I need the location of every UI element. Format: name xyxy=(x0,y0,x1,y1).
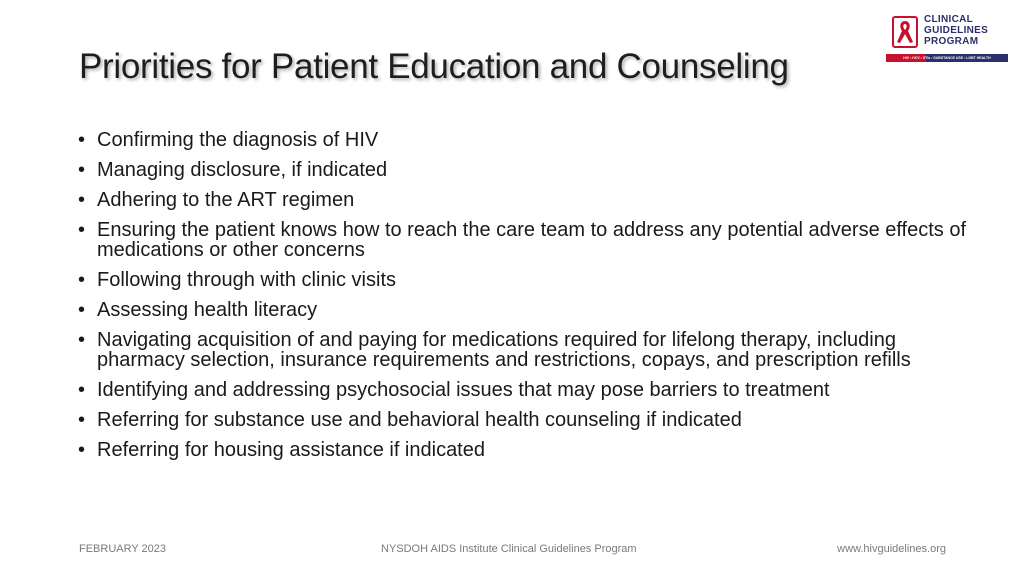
list-item-text: Confirming the diagnosis of HIV xyxy=(97,129,379,151)
logo-wordmark xyxy=(924,14,988,47)
bullet-icon: • xyxy=(78,409,86,431)
red-ribbon-icon xyxy=(894,18,916,46)
list-item xyxy=(78,160,978,180)
footer-website: www.hivguidelines.org xyxy=(837,543,946,555)
list-item xyxy=(78,380,978,400)
list-item xyxy=(78,330,978,370)
list-item-text: Managing disclosure, if indicated xyxy=(97,159,388,181)
bullet-icon: • xyxy=(78,379,86,401)
bullet-icon: • xyxy=(78,159,86,181)
logo-line-1: CLINICAL xyxy=(924,14,974,25)
list-item-text: Assessing health literacy xyxy=(97,299,318,321)
list-item xyxy=(78,410,978,430)
logo-tagline: HIV • HCV • STIs • SUBSTANCE USE • LGBT HEALTH xyxy=(903,56,991,60)
list-item xyxy=(78,440,978,460)
logo-tagline-bar xyxy=(886,54,1008,62)
bullet-icon: • xyxy=(78,269,86,291)
bullet-icon: • xyxy=(78,219,86,241)
footer-date: FEBRUARY 2023 xyxy=(79,543,167,555)
list-item-text: Navigating acquisition of and paying for medications required for lifelong therapy, including pharmacy selection, insurance requirements and restrictions, copays, and prescription refills xyxy=(97,329,911,371)
list-item-text: Adhering to the ART regimen xyxy=(97,189,355,211)
list-item-text: Following through with clinic visits xyxy=(97,269,397,291)
footer-program: NYSDOH AIDS Institute Clinical Guidelines Program xyxy=(381,543,637,555)
logo-line-2: GUIDELINES xyxy=(924,25,989,36)
bullet-icon: • xyxy=(78,129,86,151)
list-item xyxy=(78,270,978,290)
list-item-text: Referring for housing assistance if indicated xyxy=(97,439,485,461)
list-item-text: Ensuring the patient knows how to reach the care team to address any potential adverse effects of medications or other concerns xyxy=(97,219,967,261)
bullet-icon: • xyxy=(78,439,86,461)
logo-line-3: PROGRAM xyxy=(924,36,979,47)
list-item xyxy=(78,220,978,260)
slide-title: Priorities for Patient Education and Counseling xyxy=(79,47,789,86)
list-item-text: Referring for substance use and behavioral health counseling if indicated xyxy=(97,409,742,431)
bullet-icon: • xyxy=(78,189,86,211)
bullet-icon: • xyxy=(78,329,86,351)
bullet-icon: • xyxy=(78,299,86,321)
list-item xyxy=(78,190,978,210)
list-item xyxy=(78,130,978,150)
list-item-text: Identifying and addressing psychosocial issues that may pose barriers to treatment xyxy=(97,379,830,401)
bullet-list xyxy=(78,130,978,470)
clinical-guidelines-logo xyxy=(886,14,1008,64)
logo-frame xyxy=(892,16,918,48)
list-item xyxy=(78,300,978,320)
